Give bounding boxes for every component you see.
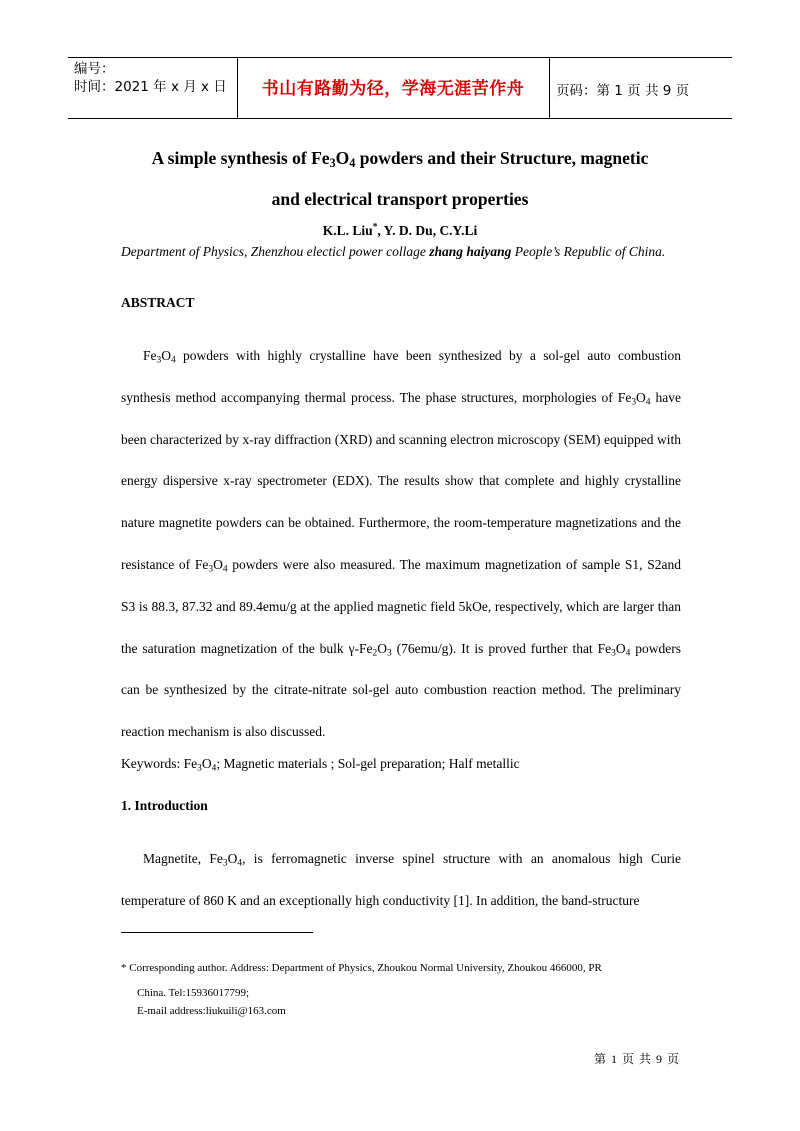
- header-number: 编号：: [74, 61, 115, 77]
- introduction-text: Magnetite, $Fe_3O_4$, is ferromagnetic inverse spinel structure with an anomalous high Curie temperature of 860 K and an exceptionally high conductivity [1]. In addition, the band-structure: [121, 851, 681, 908]
- header-meta: [74, 60, 227, 96]
- affiliation: Department of Physics, Zhenzhou electicl power collage zhang haiyang People’s Republic of China.: [121, 244, 666, 259]
- page-footer: 第 1 页 共 9 页: [593, 1052, 680, 1066]
- paper-title-line1: A simple synthesis of $Fe_3O_4$ powders and their Structure, magnetic: [151, 148, 649, 171]
- abstract-text: $Fe_3O_4$ powders with highly crystalline have been synthesized by a sol-gel auto combustion synthesis method accompanying thermal process. The phase structures, morphologies of $Fe_3O_4$ have been characterized by x-ray diffraction (XRD) and scanning electron microscopy (SEM) equipped with energy dispersive x-ray spectrometer (EDX). The results show that complete and highly crystalline nature magnetite powders can be obtained. Furthermore, the room-temperature magnetizations and the resistance of $Fe_3O_4$ powders were also measured. The maximum magnetization of sample S1, S2and S3 is 88.3, 87.32 and 89.4emu/g at the applied magnetic field 5kOe, respectively, which are larger than the saturation magnetization of the bulk $\gamma-Fe_2O_3$ (76emu/g). It is proved further that $Fe_3O_4$ powders can be synthesized by the citrate-nitrate sol-gel auto combustion reaction method. The preliminary reaction mechanism is also discussed.: [121, 348, 682, 740]
- authors: K.L. Liu*, Y. D. Du, C.Y.Li: [322, 222, 478, 238]
- paper-title-line2: and electrical transport properties: [271, 189, 529, 209]
- footnote: [121, 961, 681, 1019]
- footnote-rule: [121, 932, 313, 933]
- header-rule-bottom: [68, 118, 732, 119]
- keywords: Keywords: $Fe_3O_4$; Magnetic materials ; Sol-gel preparation; Half metallic: [121, 756, 520, 774]
- header-time: 时间：2021 年 x 月 x 日: [74, 79, 227, 95]
- introduction-heading: 1. Introduction: [121, 798, 208, 813]
- header-rule-top: [68, 57, 732, 58]
- footnote-line-1: * Corresponding author. Address: Department of Physics, Zhoukou Normal University, Zhoukou 466000, PR: [121, 962, 602, 974]
- header-page-info: 页码：第 1 页 共 9 页: [556, 83, 690, 99]
- footnote-email: E-mail address:liukuili@163.com: [137, 1005, 286, 1017]
- header-divider-right: [549, 57, 550, 118]
- footnote-line-2: China. Tel:15936017799;: [137, 987, 250, 999]
- abstract-heading: ABSTRACT: [121, 295, 195, 310]
- header-motto: 书山有路勤为径，学海无涯苦作舟: [261, 79, 525, 99]
